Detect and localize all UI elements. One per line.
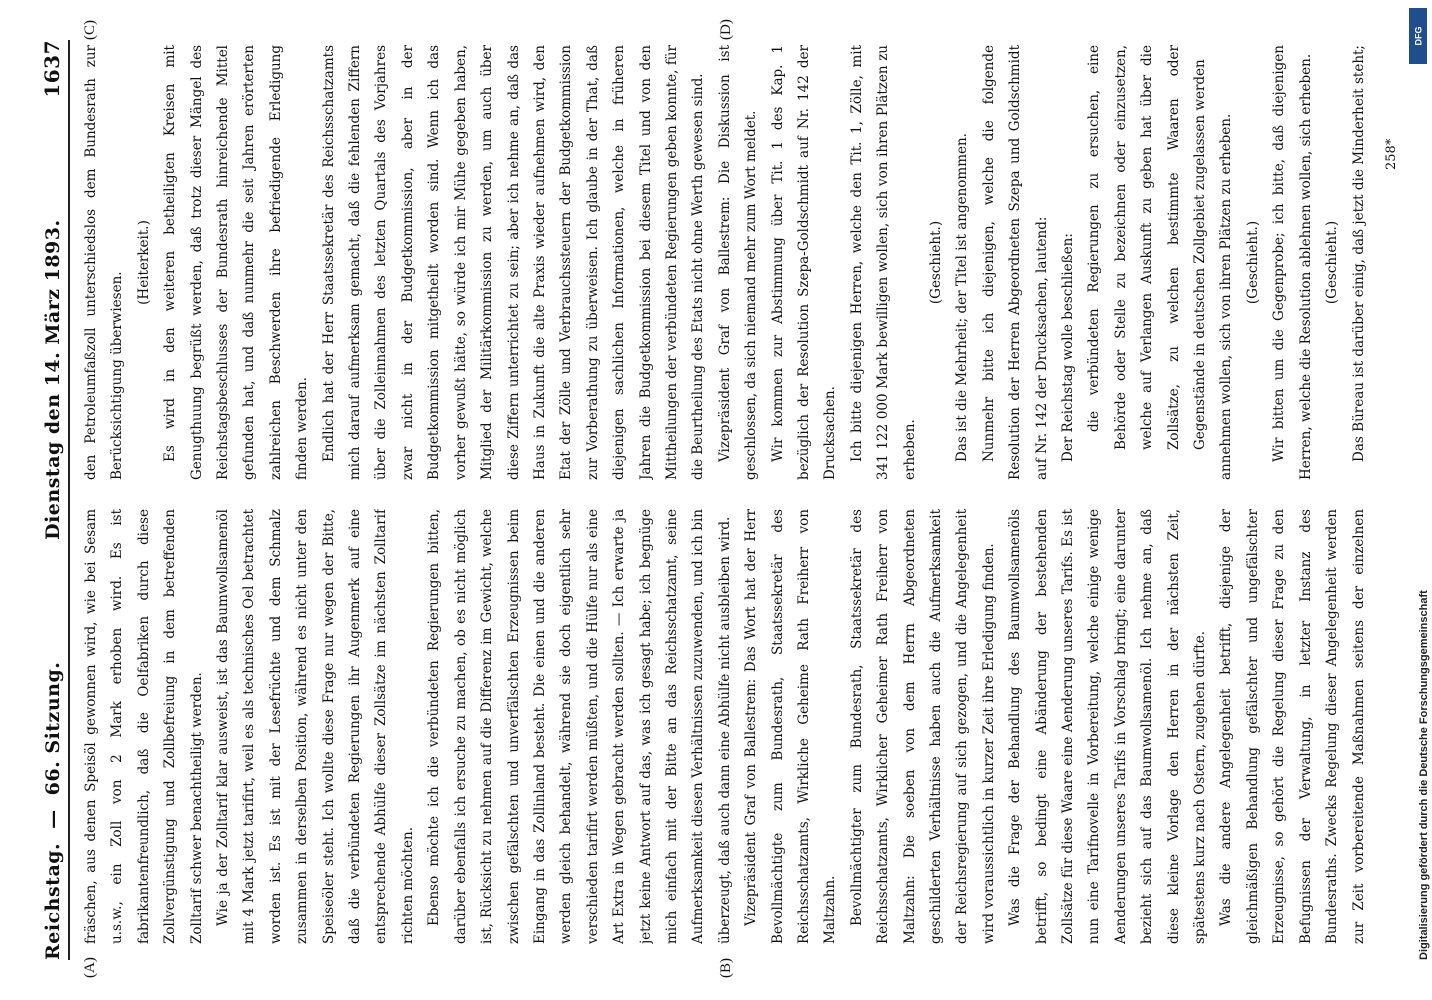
- margin-marker-b: (B): [718, 958, 734, 978]
- paragraph: Wie ja der Zolltarif klar ausweist, ist das Baumwollsamenöl mit 4 Mark jetzt tarifirt, weil es als technisches Oel betrachtet worden ist. Es ist mit der Lesefrüchte und dem Schmalz zusammen in derselben Position, während es nicht unter den Speiseöler steht. Ich wollte diese Frage nur wegen der Bitte, daß die verbündeten Regierungen ihr Augenmerk auf eine entsprechende Abhülfe dieser Zollsätze im nächsten Zolltarif richten möchten.: [215, 509, 416, 944]
- paragraph: Vizepräsident Graf von Ballestrem: Die Diskussion ist geschlossen, da sich niemand mehr zum Wort meldet.: [716, 45, 760, 480]
- margin-marker-d: (D): [718, 19, 734, 40]
- dfg-logo: [1409, 8, 1427, 64]
- paragraph: fräschen, aus denen Speisöl gewonnen wird, wie bei Sesam u.s.w., ein Zoll von 2 Mark erhoben wird. Es ist fabrikantenfreundlich, daß die Oelfabriken durch diese Zollvergünstigung und Zollbefreiung in dem betreffenden Zolltarif schwer benachtheiligt werden.: [83, 509, 205, 944]
- page-header: [38, 40, 64, 960]
- dfg-logo-text: DFG: [1413, 26, 1423, 46]
- header-separator: —: [42, 809, 64, 829]
- margin-marker-a: (A): [82, 957, 98, 978]
- stage-direction: (Geschieht.): [1324, 220, 1341, 305]
- paragraph: Wir kommen zur Abstimmung über Tit. 1 des Kap. 1 bezüglich der Resolution Szepa-Goldschmidt auf Nr. 142 der Drucksachen.: [769, 45, 839, 480]
- stage-direction: (Heiterkeit.): [135, 220, 152, 305]
- left-column: [78, 509, 1378, 944]
- paragraph: Endlich hat der Herr Staatssekretär des Reichsschatzamts mich darauf aufmerksam gemacht, daß die fehlenden Ziffern über die Zolleinnahmen des letzten Quartals des Vorjahres zwar nicht in der Budgetkommission, aber in der Budgetkommission mitgetheilt worden sind. Wenn ich das vorher gewußt hätte, so würde ich mir Mühe gegeben haben, Mitglied der Militärkommission zu werden, um auch über diese Ziffern unterrichtet zu sein; aber ich nehme an, daß das Haus in Zukunft die alte Praxis wieder aufnehmen wird, den Etat der Zölle und Verbrauchssteuern der Budgetkommission zur Vorberathung zu überweisen. Ich glaube in der That, daß diejenigen sachlichen Informationen, welche in früheren Jahren die Budgetkommission bei diesem Titel und von den Mittheilungen der verbündeten Regierungen geben konnte, für die Beurtheilung des Etats nicht ohne Werth gewesen sind.: [320, 45, 707, 480]
- right-column: [78, 45, 1378, 480]
- paragraph: Wir bitten um die Gegenprobe; ich bitte, daß diejenigen Herren, welche die Resolution ablehnen wollen, sich erheben.: [1271, 45, 1314, 480]
- header-reichstag: Reichstag.: [42, 842, 64, 960]
- header-session: 66. Sitzung.: [42, 661, 64, 796]
- stage-direction: (Geschieht.): [1244, 220, 1261, 305]
- paragraph: Nunmehr bitte ich diejenigen, welche die folgende Resolution der Herren Abgeordneten Szepa und Goldschmidt auf Nr. 142 der Drucksachen, lautend:: [980, 45, 1050, 480]
- paragraph: Es wird in den weiteren betheiligten Kreisen mit Genugthuung begrüßt werden, daß trotz dieser Mängel des Reichstagsbeschlusses der Bundesrath hinreichende Mittel gefunden hat, und daß nunmehr die seit Jahren erörterten zahlreichen Beschwerden ihre befriedigende Erledigung finden werden.: [162, 45, 311, 480]
- paragraph: annehmen wollen, sich von ihren Plätzen zu erheben.: [1218, 113, 1235, 480]
- paragraph: Ich bitte diejenigen Herren, welche den Tit. 1, Zölle, mit 341 122 000 Mark bewilligen wollen, sich von ihren Plätzen zu erheben.: [848, 45, 918, 480]
- paragraph: Was die andere Angelegenheit betrifft, diejenige der gleichmäßigen Behandlung gefälschter und ungefälschter Erzeugnisse, so gehört die Regelung dieser Frage zu den Befugnissen der Verwaltung, in letzter Instanz des Bundesraths. Zwecks Regelung dieser Angelegenheit werden zur Zeit vorbereitende Maßnahmen seitens der einzelnen: [1218, 509, 1367, 944]
- paragraph: den Petroleumfaßzoll unterschiedslos dem Bundesrath zur Berücksichtigung überwiesen.: [83, 45, 126, 480]
- margin-marker-c: (C): [82, 20, 98, 40]
- page-number: 1637: [40, 40, 64, 98]
- paragraph: Das ist die Mehrheit; der Titel ist angenommen.: [954, 133, 971, 462]
- paragraph: Ebenso möchte ich die verbündeten Regierungen bitten, darüber ebenfalls ich ersuche zu machen, ob es nicht möglich ist, Rücksicht zu nehmen auf die Differenz im Gewicht, welche zwischen gefälschten und unverfälschten Erzeugnissen beim Eingang in das Zollinland besteht. Die einen und die anderen werden gleich behandelt, während sie doch eigentlich sehr verschieden tarifirt werden müßten, und die Hülfe nur als eine Art Extra in Wegen gebracht werden sollten. — Ich erwarte ja jetzt keine Antwort auf das, was ich gesagt habe; ich begnüge mich einfach mit der Bitte an das Reichsschatzamt, seine Aufmerksamkeit diesen Verhältnissen zuzuwenden, und ich bin überzeugt, daß auch dann eine Abhülfe nicht ausbleiben wird.: [426, 509, 733, 944]
- page-signature: 258*: [1384, 138, 1399, 170]
- header-rule: [68, 40, 70, 960]
- stage-direction: (Geschieht.): [928, 220, 944, 305]
- header-left: [42, 662, 64, 960]
- paragraph: Was die Frage der Behandlung des Baumwollsamenöls betrifft, so bedingt eine Abänderung der bestehenden Zollsätze für diese Waare eine Aenderung unseres Tarifs. Es ist nun eine Tarifnovelle in Vorbereitung, welche einige wenige Aenderungen unseres Tarifs in Vorschlag bringt; eine darunter bezieht sich auf das Baumwollsamenöl. Ich nehme an, daß diese kleine Vorlage den Herren in der nächsten Zeit, spätestens kurz nach Ostern, zugehen dürfte.: [1007, 509, 1209, 944]
- paragraph: Der Reichstag wolle beschließen:: [1060, 233, 1077, 462]
- paragraph: Das Büreau ist darüber einig, daß jetzt die Minderheit steht;: [1350, 45, 1367, 462]
- resolution-text: die verbündeten Regierungen zu ersuchen, eine Behörde oder Stelle zu bezeichnen oder einzusetzen, welche auf Verlangen Auskunft zu geben hat über die Zollsätze, zu welchen bestimmte Waaren oder Gegenstände in deutschen Zollgebiet zugelassen werden: [1086, 45, 1209, 450]
- header-date: Dienstag den 14. März 1893.: [42, 219, 64, 540]
- paragraph: Bevollmächtigter zum Bundesrath, Staatssekretär des Reichsschatzamts, Wirklicher Geheimer Rath Freiherr von Maltzahn: Die soeben von dem Herrn Abgeordneten geschilderten Verhältnisse haben auch die Aufmerksamkeit der Reichsregierung auf sich gezogen, und die Angelegenheit wird voraussichtlich in kurzer Zeit ihre Erledigung finden.: [848, 509, 997, 944]
- paragraph: Vizepräsident Graf von Ballestrem: Das Wort hat der Herr Bevollmächtigte zum Bundesrath, Staatssekretär des Reichsschatzamts, Wirkliche Geheime Rath Freiherr von Maltzahn.: [743, 509, 839, 944]
- dfg-notice: Digitalisierung gefördert durch die Deutsche Forschungsgemeinschaft: [1418, 590, 1430, 960]
